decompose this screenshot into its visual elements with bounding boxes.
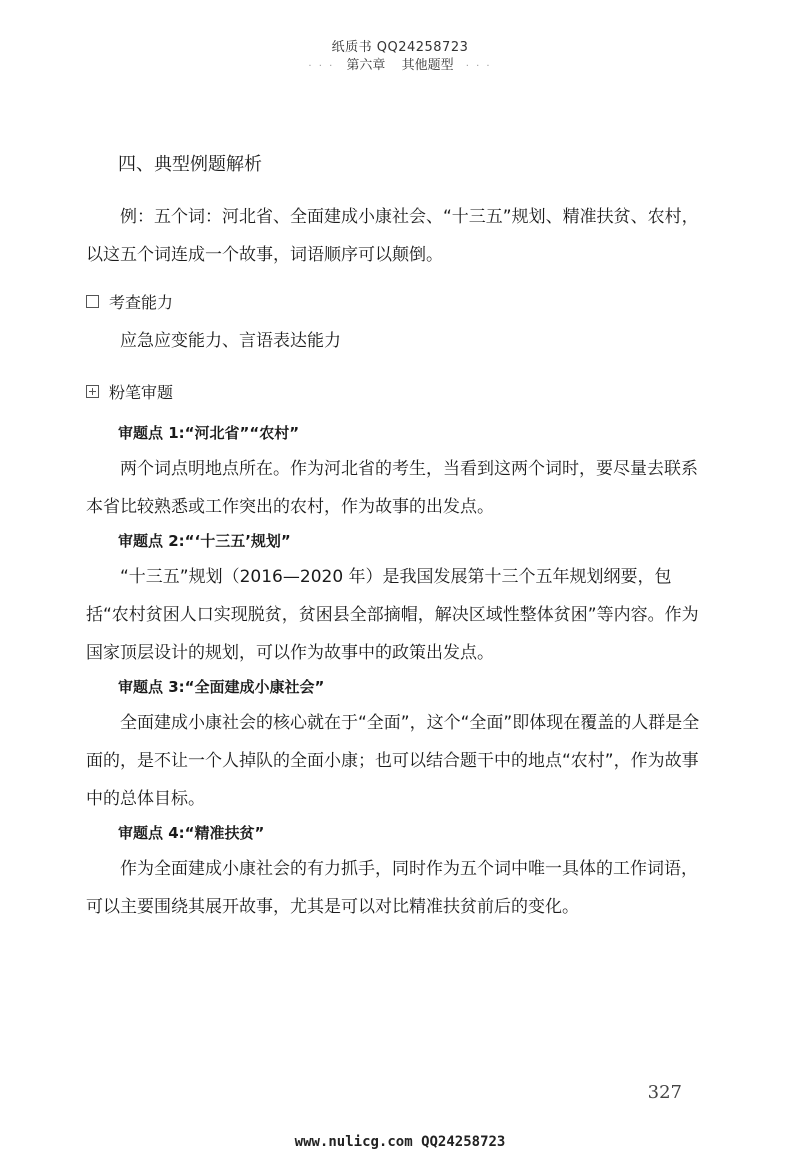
review-point-4-title: 审题点 4:“精准扶贫” [118,824,265,842]
review-point-1-text: 两个词点明地点所在。作为河北省的考生，当看到这两个词时，要尽量去联系本省比较熟悉或工作突出的农村，作为故事的出发点。 [86,459,698,517]
chapter-header [0,54,800,73]
chapter-title: 其他题型 [401,58,454,73]
review-point-3-text: 全面建成小康社会的核心就在于“全面”，这个“全面”即体现在覆盖的人群是全面的，是不让一个人掉队的全面小康；也可以结合题干中的地点“农村”，作为故事中的总体目标。 [86,713,700,809]
review-point-3-title: 审题点 3:“全面建成小康社会” [118,678,325,696]
example-text: 例：五个词：河北省、全面建成小康社会、“十三五”规划、精准扶贫、农村，以这五个词连成一个故事，词语顺序可以颠倒。 [86,207,699,265]
review-point-4-text: 作为全面建成小康社会的有力抓手，同时作为五个词中唯一具体的工作词语，可以主要围绕其展开故事，尤其是可以对比精准扶贫前后的变化。 [86,859,698,917]
ability-title: 考查能力 [109,293,174,312]
header-dots-left: · · · [308,61,335,72]
review-point-2-title: 审题点 2:“‘十三五’规划” [118,532,291,550]
chapter-label: 第六章 [346,58,386,73]
header-source: 纸质书 QQ24258723 [331,40,469,55]
footer-watermark: www.nulicg.com QQ24258723 [294,1134,506,1150]
square-icon [86,295,99,308]
ability-text: 应急应变能力、言语表达能力 [120,331,341,351]
review-point-2-text: “十三五”规划（2016—2020 年）是我国发展第十三个五年规划纲要，包括“农村贫困人口实现脱贫，贫困县全部摘帽，解决区域性整体贫困”等内容。作为国家顶层设计的规划，可以作为故事中的政策出发点。 [86,567,699,663]
review-point-1-title: 审题点 1:“河北省”“农村” [118,424,300,442]
review-title: 粉笔审题 [109,383,174,402]
pen-box-icon [86,385,99,398]
review-heading [86,380,173,403]
section-title: 四、典型例题解析 [118,154,262,175]
page-number: 327 [647,1082,682,1103]
ability-heading [86,290,173,313]
header-dots-right: · · · [465,61,492,72]
